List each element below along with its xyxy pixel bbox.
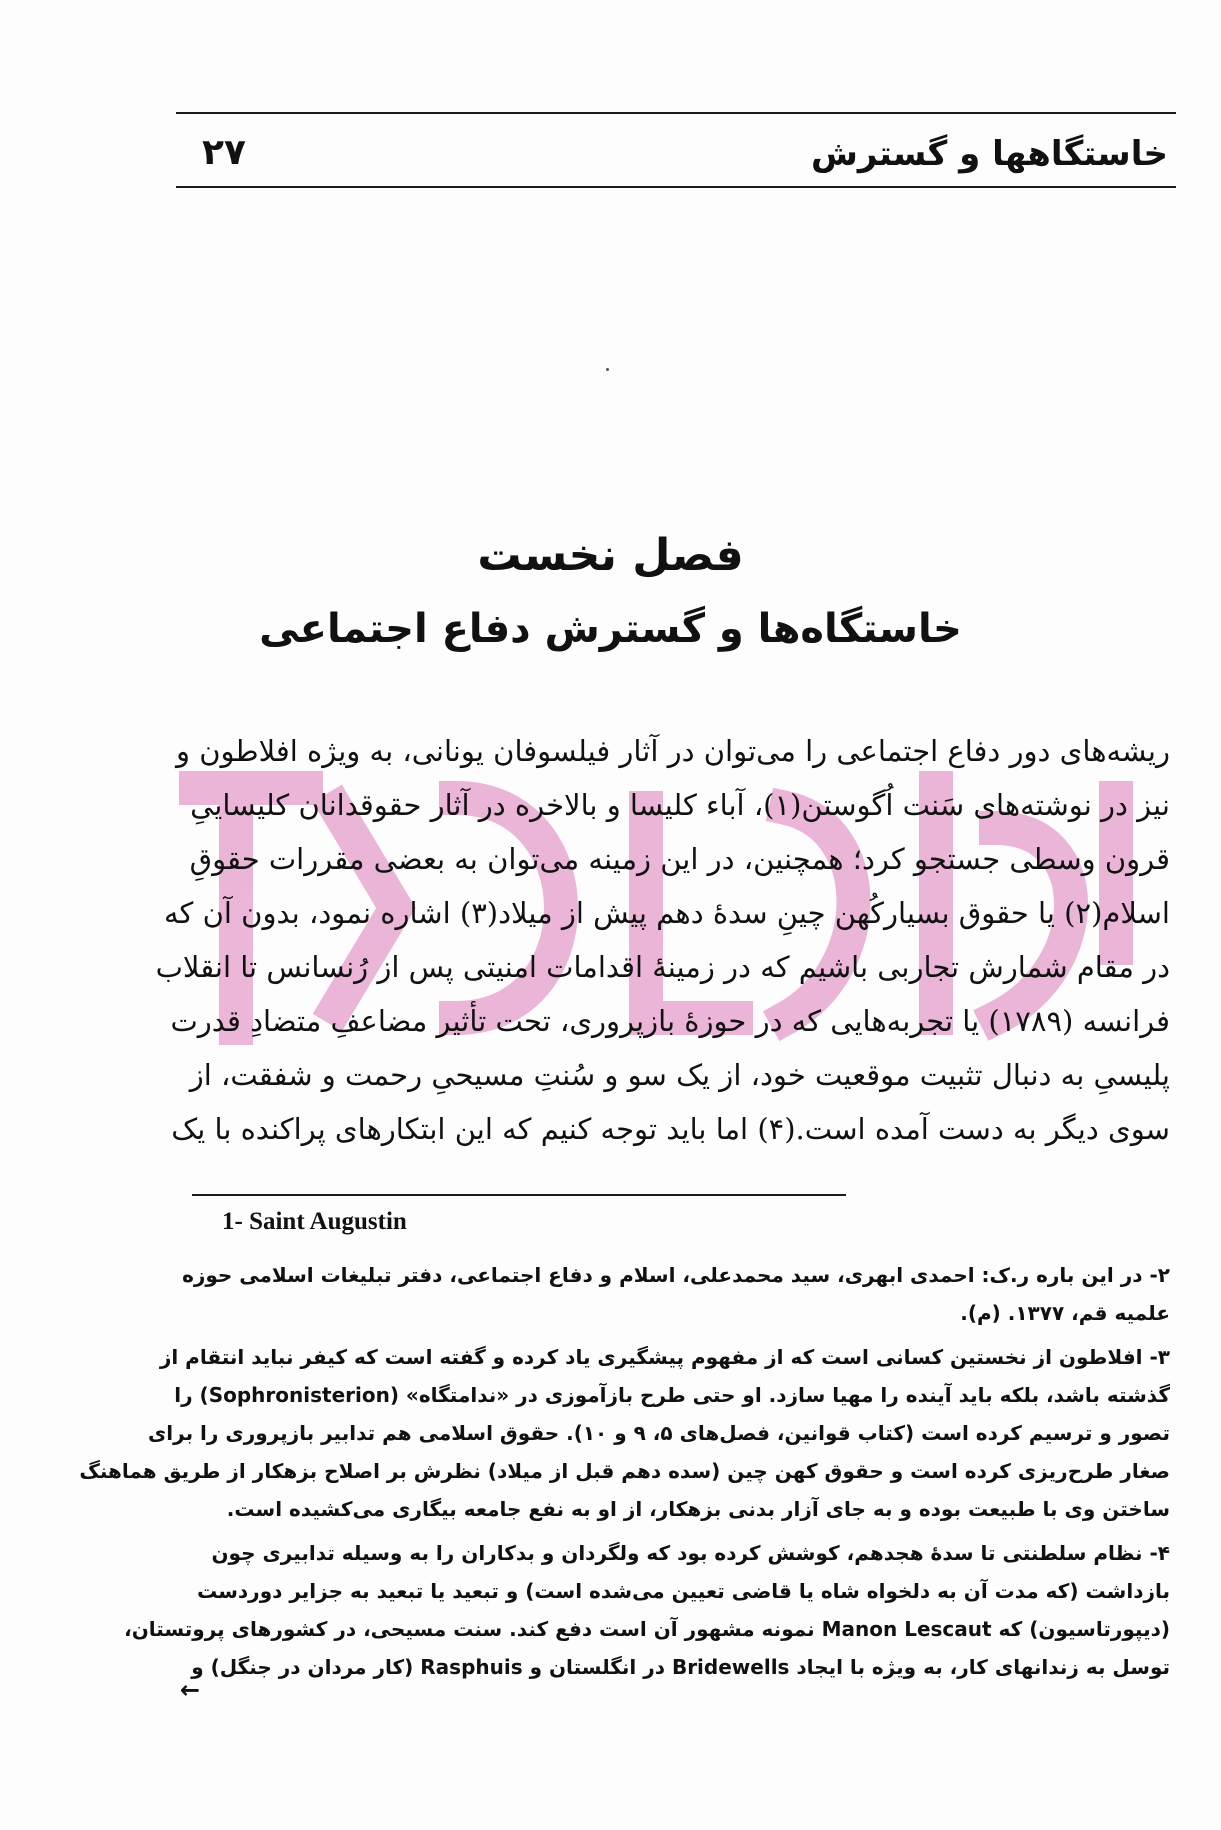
footnote-line: بازداشت (که مدت آن به دلخواه شاه یا قاضی تعیین می‌شده است) و تبعید یا تبعید به جزایر دوردست <box>197 1579 1170 1603</box>
footnote-line: گذشته باشد، بلکه باید آینده را مهیا سازد. او حتی طرح بازآموزی در «ندامتگاه» (Sophronisterion) را <box>174 1383 1170 1407</box>
body-line: قرون وسطی جستجو کرد؛ همچنین، در این زمینه می‌توان به بعضی مقررات حقوقِ <box>189 842 1170 876</box>
footnote-line: توسل به زندانهای کار، به ویژه با ایجاد Bridewells در انگلستان و Rasphuis (کار مردان در جنگل) و <box>191 1655 1170 1679</box>
footnotes <box>79 1256 1170 1692</box>
chapter-label: فصل نخست <box>477 530 744 581</box>
page-number: ۲۷ <box>202 132 246 173</box>
footnote-2 <box>180 1256 1170 1332</box>
footnote-1: 1- Saint Augustin <box>222 1208 407 1235</box>
body-line: پلیسیِ به دنبال تثبیت موقعیت خود، از یک سو و سُنتِ مسیحیِ رحمت و شفقت، از <box>189 1058 1170 1092</box>
footnote-line: ۴- نظام سلطنتی تا سدهٔ هجدهم، کوشش کرده بود که ولگردان و بدکاران را به وسیله تدابیری چون <box>211 1541 1170 1565</box>
scan-speck <box>606 368 609 371</box>
footnote-line: ۲- در این باره ر.ک: احمدی ابهری، سید محمدعلی، اسلام و دفاع اجتماعی، دفتر تبلیغات اسلامی حوزه <box>182 1263 1170 1287</box>
continued-arrow-icon: ← <box>180 1676 201 1704</box>
chapter-body-paragraph <box>155 724 1170 1156</box>
chapter-title: خاستگاه‌ها و گسترش دفاع اجتماعی <box>259 606 962 652</box>
body-line: ریشه‌های دور دفاع اجتماعی را می‌توان در آثار فیلسوفان یونانی، به ویژه افلاطون و <box>176 734 1170 768</box>
body-line: نیز در نوشته‌های سَنت اُگوستن(۱)، آباء کلیسا و بالاخره در آثار حقوقدانان کلیساییِ <box>190 788 1170 822</box>
footnote-4 <box>124 1534 1170 1686</box>
running-header <box>176 112 1176 188</box>
footnote-separator <box>192 1194 846 1196</box>
footnote-3 <box>79 1338 1170 1528</box>
running-header-title: خاستگاهها و گسترش <box>810 134 1168 174</box>
body-line: سوی دیگر به دست آمده است.(۴) اما باید توجه کنیم که این ابتکارهای پراکنده با یک <box>171 1112 1170 1146</box>
footnote-line: ۳- افلاطون از نخستین کسانی است که از مفهوم پیشگیری یاد کرده و گفته است که کیفر نباید انتقام از <box>159 1345 1170 1369</box>
footnote-line: ساختن وی با طبیعت بوده و به جای آزار بدنی بزهکار، از او به نفع جامعه بیگاری می‌کشیده است. <box>226 1497 1170 1521</box>
footnote-line: صغار طرح‌ریزی کرده است و حقوق کهن چین (سده دهم قبل از میلاد) نظرش بر اصلاح بزهکار از طریق هماهنگ <box>79 1459 1170 1483</box>
footnote-line: (دیپورتاسیون) که Manon Lescaut نمونه مشهور آن است دفع کند. سنت مسیحی، در کشورهای پروتستان، <box>124 1617 1170 1641</box>
body-line: در مقام شمارش تجاربی باشیم که در زمینهٔ اقدامات امنیتی پس از رُنسانس تا انقلاب <box>155 950 1170 984</box>
body-line: فرانسه (۱۷۸۹) یا تجربه‌هایی که در حوزهٔ بازپروری، تحت تأثیر مضاعفِ متضادِ قدرت <box>170 1004 1170 1038</box>
footnote-line: تصور و ترسیم کرده است (کتاب قوانین، فصل‌های ۵، ۹ و ۱۰). حقوق اسلامی هم تدابیر بازپروری را برای <box>147 1421 1170 1445</box>
body-line: اسلام(۲) یا حقوق بسیارکُهن چینِ سدهٔ دهم پیش از میلاد(۳) اشاره نمود، بدون آن که <box>164 896 1170 930</box>
footnote-line: علمیه قم، ۱۳۷۷. (م). <box>960 1301 1170 1325</box>
